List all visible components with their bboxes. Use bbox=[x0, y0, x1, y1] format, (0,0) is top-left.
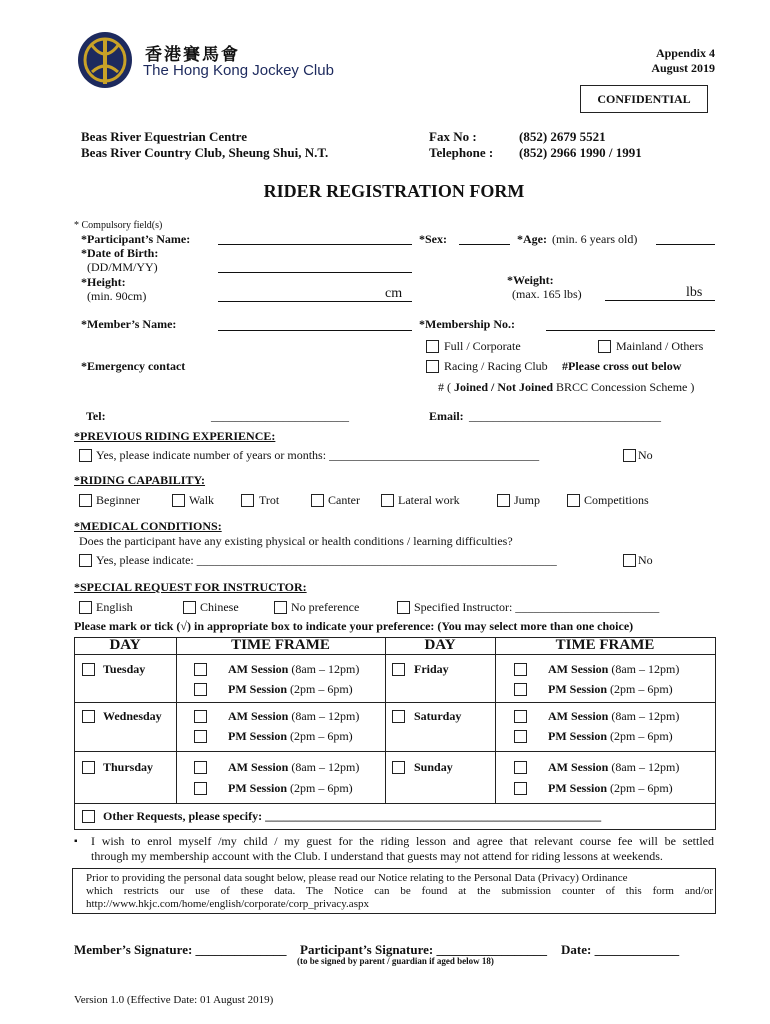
day-tuesday-checkbox[interactable] bbox=[82, 663, 95, 676]
pm-label: PM Session bbox=[548, 781, 608, 795]
wednesday-pm-checkbox[interactable] bbox=[194, 730, 207, 743]
table-row-border bbox=[74, 751, 716, 752]
membership-full-checkbox[interactable] bbox=[426, 340, 439, 353]
pm-time: (2pm – 6pm) bbox=[290, 781, 353, 795]
concession-scheme-line bbox=[438, 380, 694, 395]
guardian-note: (to be signed by parent / guardian if aged below 18) bbox=[297, 956, 494, 966]
am-label: AM Session bbox=[548, 760, 609, 774]
capability-lateral-work-label: Lateral work bbox=[398, 493, 460, 507]
table-border-left bbox=[74, 637, 75, 829]
logo-chinese-name: 香港賽馬會 bbox=[145, 45, 240, 65]
concession-prefix: # ( bbox=[438, 380, 451, 394]
col-header-time-frame: TIME FRAME bbox=[231, 637, 330, 653]
thursday-pm-checkbox[interactable] bbox=[194, 782, 207, 795]
appendix-label: Appendix 4 bbox=[655, 46, 715, 60]
age-label: *Age: bbox=[517, 232, 547, 246]
pm-label: PM Session bbox=[548, 729, 608, 743]
weight-label: *Weight: bbox=[507, 273, 554, 287]
table-row-border bbox=[74, 803, 716, 804]
declaration-line-2: through my membership account with the Club. I understand that guests may not attend for riding lessons at weekends. bbox=[91, 849, 663, 863]
friday-am-checkbox[interactable] bbox=[514, 663, 527, 676]
capability-jump-checkbox[interactable] bbox=[497, 494, 510, 507]
membership-racing-checkbox[interactable] bbox=[426, 360, 439, 373]
tuesday-pm-checkbox[interactable] bbox=[194, 683, 207, 696]
am-time: (8am – 12pm) bbox=[611, 709, 680, 723]
tuesday-am-session bbox=[228, 662, 359, 677]
day-tuesday-label: Tuesday bbox=[103, 662, 146, 676]
sunday-pm-checkbox[interactable] bbox=[514, 782, 527, 795]
tel-label: Tel: bbox=[86, 409, 106, 423]
am-label: AM Session bbox=[548, 662, 609, 676]
weight-max-note: (max. 165 lbs) bbox=[512, 287, 582, 301]
capability-jump-label: Jump bbox=[514, 493, 541, 507]
concession-joined-option[interactable]: Joined / Not Joined bbox=[454, 380, 554, 394]
date-signature-field[interactable]: Date: _____________ bbox=[561, 942, 680, 957]
height-unit: cm bbox=[385, 286, 403, 301]
table-header-border bbox=[74, 654, 716, 655]
day-wednesday-checkbox[interactable] bbox=[82, 710, 95, 723]
am-time: (8am – 12pm) bbox=[291, 709, 360, 723]
participant-name-field[interactable] bbox=[218, 244, 412, 245]
declaration-line-1: I wish to enrol myself /my child / my guest for the riding lesson and agree that relevant course fee will be settled bbox=[91, 834, 714, 848]
membership-full-label: Full / Corporate bbox=[444, 339, 521, 353]
capability-canter-checkbox[interactable] bbox=[311, 494, 324, 507]
fax-label: Fax No : bbox=[429, 129, 477, 144]
membership-mainland-label: Mainland / Others bbox=[616, 339, 704, 353]
experience-no-checkbox[interactable] bbox=[623, 449, 636, 462]
instructor-chinese-label: Chinese bbox=[200, 600, 239, 614]
day-friday-label: Friday bbox=[414, 662, 449, 676]
medical-no-label: No bbox=[638, 553, 653, 567]
header-date: August 2019 bbox=[651, 61, 715, 75]
membership-no-label: *Membership No.: bbox=[419, 317, 515, 331]
capability-lateral-work-checkbox[interactable] bbox=[381, 494, 394, 507]
email-field[interactable]: ________________________________ bbox=[469, 409, 661, 423]
privacy-notice-line-2: which restricts our use of these data. The Notice can be found at the submission counter of this form and/or bbox=[86, 885, 713, 897]
saturday-am-checkbox[interactable] bbox=[514, 710, 527, 723]
participant-signature-field[interactable]: Participant’s Signature: _________________ bbox=[300, 942, 547, 957]
cross-out-note: #Please cross out below bbox=[562, 359, 682, 373]
form-title: RIDER REGISTRATION FORM bbox=[263, 181, 525, 201]
am-label: AM Session bbox=[228, 709, 289, 723]
friday-am-session bbox=[548, 662, 679, 677]
am-time: (8am – 12pm) bbox=[291, 760, 360, 774]
table-col-border bbox=[495, 637, 496, 803]
am-time: (8am – 12pm) bbox=[611, 662, 680, 676]
capability-walk-label: Walk bbox=[189, 493, 215, 507]
wednesday-pm-session bbox=[228, 729, 353, 744]
pm-time: (2pm – 6pm) bbox=[610, 682, 673, 696]
emergency-contact-label: *Emergency contact bbox=[81, 359, 186, 373]
day-saturday-checkbox[interactable] bbox=[392, 710, 405, 723]
capability-trot-checkbox[interactable] bbox=[241, 494, 254, 507]
tel-field[interactable]: _______________________ bbox=[211, 409, 349, 423]
capability-walk-checkbox[interactable] bbox=[172, 494, 185, 507]
medical-yes-label: Yes, please indicate: ____________________________________________________________ bbox=[96, 553, 557, 567]
sunday-am-session bbox=[548, 760, 679, 775]
pm-time: (2pm – 6pm) bbox=[290, 729, 353, 743]
day-thursday-label: Thursday bbox=[103, 760, 154, 774]
dob-format: (DD/MM/YY) bbox=[87, 260, 158, 274]
preference-note: Please mark or tick (√) in appropriate box to indicate your preference: (You may select more than one choice) bbox=[74, 619, 634, 633]
capability-canter-label: Canter bbox=[328, 493, 360, 507]
privacy-notice-line-1: Prior to providing the personal data sought below, please read our Notice relating to the Personal Data (Privacy) Ordinance bbox=[86, 872, 628, 884]
thursday-am-session bbox=[228, 760, 359, 775]
centre-address: Beas River Country Club, Sheung Shui, N.T. bbox=[81, 145, 329, 160]
capability-beginner-label: Beginner bbox=[96, 493, 140, 507]
pm-time: (2pm – 6pm) bbox=[610, 781, 673, 795]
am-label: AM Session bbox=[228, 662, 289, 676]
sunday-am-checkbox[interactable] bbox=[514, 761, 527, 774]
saturday-am-session bbox=[548, 709, 679, 724]
instructor-specified-checkbox[interactable] bbox=[397, 601, 410, 614]
medical-heading: *MEDICAL CONDITIONS: bbox=[74, 519, 222, 533]
am-time: (8am – 12pm) bbox=[611, 760, 680, 774]
instructor-no-preference-label: No preference bbox=[291, 600, 360, 614]
col-header-day: DAY bbox=[424, 637, 456, 653]
concession-suffix: BRCC Concession Scheme ) bbox=[556, 380, 695, 394]
table-row-border bbox=[74, 702, 716, 703]
pm-time: (2pm – 6pm) bbox=[290, 682, 353, 696]
membership-racing-label: Racing / Racing Club bbox=[444, 359, 548, 373]
experience-yes-label: Yes, please indicate number of years or months: ___________________________________ bbox=[96, 448, 540, 462]
day-saturday-label: Saturday bbox=[414, 709, 462, 723]
friday-pm-session bbox=[548, 682, 673, 697]
dob-field[interactable] bbox=[218, 272, 412, 273]
height-label: *Height: bbox=[81, 275, 126, 289]
instructor-specified-label: Specified Instructor: ________________________ bbox=[414, 600, 660, 614]
am-label: AM Session bbox=[548, 709, 609, 723]
day-thursday-checkbox[interactable] bbox=[82, 761, 95, 774]
instructor-english-checkbox[interactable] bbox=[79, 601, 92, 614]
logo-english-name: The Hong Kong Jockey Club bbox=[143, 62, 334, 79]
member-signature-field[interactable]: Member’s Signature: ______________ bbox=[74, 942, 287, 957]
membership-mainland-checkbox[interactable] bbox=[598, 340, 611, 353]
version-footer: Version 1.0 (Effective Date: 01 August 2019) bbox=[74, 994, 274, 1006]
fax-value: (852) 2679 5521 bbox=[519, 129, 606, 144]
saturday-pm-checkbox[interactable] bbox=[514, 730, 527, 743]
declaration-bullet: ▪ bbox=[74, 836, 78, 847]
member-name-label: *Member’s Name: bbox=[81, 317, 177, 331]
telephone-label: Telephone : bbox=[429, 145, 494, 160]
instructor-chinese-checkbox[interactable] bbox=[183, 601, 196, 614]
membership-no-field[interactable] bbox=[546, 330, 715, 331]
experience-yes-checkbox[interactable] bbox=[79, 449, 92, 462]
privacy-notice-link[interactable]: http://www.hkjc.com/home/english/corporate/corp_privacy.aspx bbox=[86, 898, 369, 910]
experience-no-label: No bbox=[638, 448, 653, 462]
medical-no-checkbox[interactable] bbox=[623, 554, 636, 567]
col-header-time-frame: TIME FRAME bbox=[555, 637, 655, 653]
age-minimum-note: (min. 6 years old) bbox=[552, 232, 638, 246]
confidential-box: CONFIDENTIAL bbox=[580, 85, 708, 113]
thursday-am-checkbox[interactable] bbox=[194, 761, 207, 774]
medical-yes-checkbox[interactable] bbox=[79, 554, 92, 567]
pm-time: (2pm – 6pm) bbox=[610, 729, 673, 743]
capability-heading: *RIDING CAPABILITY: bbox=[74, 473, 206, 487]
email-label: Email: bbox=[429, 409, 464, 423]
hkjc-logo bbox=[76, 30, 134, 94]
saturday-pm-session bbox=[548, 729, 673, 744]
am-time: (8am – 12pm) bbox=[291, 662, 360, 676]
member-name-field[interactable] bbox=[218, 330, 412, 331]
day-friday-checkbox[interactable] bbox=[392, 663, 405, 676]
hkjc-emblem-icon bbox=[76, 30, 134, 90]
capability-competitions-label: Competitions bbox=[584, 493, 649, 507]
centre-name: Beas River Equestrian Centre bbox=[81, 129, 247, 144]
instructor-no-preference-checkbox[interactable] bbox=[274, 601, 287, 614]
other-requests-checkbox[interactable] bbox=[82, 810, 95, 823]
instructor-heading: *SPECIAL REQUEST FOR INSTRUCTOR: bbox=[74, 580, 307, 594]
pm-label: PM Session bbox=[228, 682, 288, 696]
compulsory-note: * Compulsory field(s) bbox=[74, 220, 163, 231]
day-sunday-checkbox[interactable] bbox=[392, 761, 405, 774]
dob-label: *Date of Birth: bbox=[81, 246, 159, 260]
am-label: AM Session bbox=[228, 760, 289, 774]
wednesday-am-session bbox=[228, 709, 359, 724]
day-wednesday-label: Wednesday bbox=[103, 709, 162, 723]
pm-label: PM Session bbox=[228, 729, 288, 743]
table-col-border bbox=[385, 637, 386, 803]
age-field[interactable] bbox=[656, 244, 715, 245]
capability-trot-label: Trot bbox=[259, 493, 280, 507]
height-min-note: (min. 90cm) bbox=[87, 289, 147, 303]
col-header-day: DAY bbox=[109, 637, 141, 653]
weight-unit: lbs bbox=[686, 285, 703, 300]
sunday-pm-session bbox=[548, 781, 673, 796]
pm-label: PM Session bbox=[548, 682, 608, 696]
height-field[interactable] bbox=[218, 301, 412, 302]
pm-label: PM Session bbox=[228, 781, 288, 795]
capability-competitions-checkbox[interactable] bbox=[567, 494, 580, 507]
participant-name-label: *Participant’s Name: bbox=[81, 232, 191, 246]
day-sunday-label: Sunday bbox=[414, 760, 453, 774]
tuesday-am-checkbox[interactable] bbox=[194, 663, 207, 676]
thursday-pm-session bbox=[228, 781, 353, 796]
table-col-border bbox=[176, 637, 177, 803]
capability-beginner-checkbox[interactable] bbox=[79, 494, 92, 507]
medical-question: Does the participant have any existing physical or health conditions / learning difficulties? bbox=[79, 534, 513, 548]
experience-heading: *PREVIOUS RIDING EXPERIENCE: bbox=[74, 429, 276, 443]
sex-label: *Sex: bbox=[419, 232, 447, 246]
instructor-english-label: English bbox=[96, 600, 133, 614]
table-border-bottom bbox=[74, 829, 716, 830]
wednesday-am-checkbox[interactable] bbox=[194, 710, 207, 723]
other-requests-label: Other Requests, please specify: ________________________________________________________ bbox=[103, 809, 602, 823]
friday-pm-checkbox[interactable] bbox=[514, 683, 527, 696]
telephone-value: (852) 2966 1990 / 1991 bbox=[519, 145, 642, 160]
tuesday-pm-session bbox=[228, 682, 353, 697]
sex-field[interactable] bbox=[459, 244, 510, 245]
table-border-right bbox=[715, 637, 716, 829]
